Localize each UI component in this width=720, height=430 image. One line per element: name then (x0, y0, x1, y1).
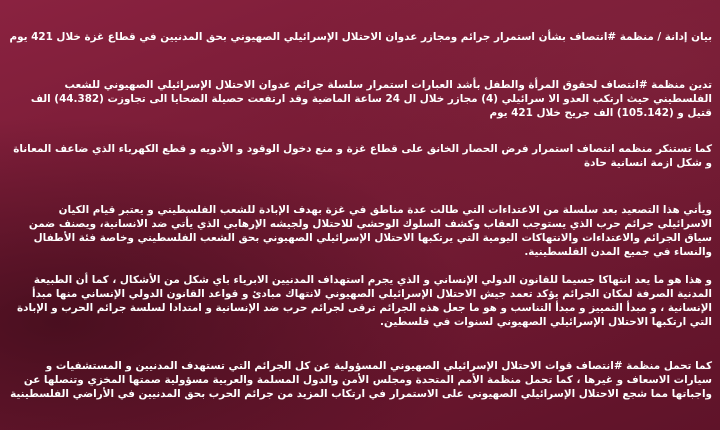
paragraph-international-law: و هذا هو ما يعد انتهاكا جسيما للقانون الدولي الإنساني و الذي يجرم استهداف المدنيين الابرياء باي شكل من الأشكال ، كما أن الطبيعة المدنية الصرفة لمكان الجرائم يؤكد تعمد جيش الاحتلال الإسرائيلي الصهيوني لانتهاك مبادئ و قواعد القانون الدولي الإنساني منها مبدأ الإنسانية ، و مبدأ التمييز و مبدأ التناسب و هو ما جعل هذه الجرائم ترقى لجرائم حرب ضد الإنسانية و امتدادا لسلسة جرائم الحرب و الإبادة التي ارتكبها الاحتلال الإسرائيلي الصهيوني لسنوات في فلسطين. (17, 274, 712, 328)
paragraph-siege: كما تستنكر منظمه انتصاف استمرار فرض الحصار الخانق على قطاع غزة و منع دخول الوقود و الأدويه و قطع الكهرباء الذي ضاعف المعاناة و شكل ازمة انسانية حادة (13, 143, 712, 169)
paragraph-escalation: ويأتي هذا التصعيد بعد سلسلة من الاعتداءات التي طالت عدة مناطق في غزة بهدف الإبادة للشعب الفلسطيني و يعتبر قيام الكيان الاسرائيلي جرائم حرب الذي يستوجب العقاب وكشف السلوك الوحشي للاحتلال ولجيشه الإرهابي الذي يأتي ضد الانسانية، ويصنف ضمن سياق الجرائم والاعتداءات والانتهاكات اليومية التي يرتكبها الاحتلال الإسرائيلي الصهيوني بحق الشعب الفلسطيني وخاصة فئة الأطفال والنساء في جميع المدن الفلسطينية. (28, 204, 712, 258)
statement-title: بيان إدانة / منظمة #انتصاف بشأن استمرار جرائم ومجازر عدوان الاحتلال الإسرائيلي الصهيوني بحق المدنيين في قطاع غزة خلال 421 يوم (9, 31, 712, 43)
paragraph-condemnation: تدين منظمة #انتصاف لحقوق المرأة والطفل بأشد العبارات استمرار سلسلة جرائم عدوان الاحتلال الإسرائيلي الصهيوني للشعب الفلسطيني حيث ارتكب العدو الا سرائيلي (4) مجازر خلال ال 24 ساعة الماضية وقد ارتفعت حصيلة الضحايا الى تجاوزت (44.382) الف قتيل و (105.142) الف جريح خلال 421 يوم (30, 79, 712, 119)
paragraph-responsibility: كما تحمل منظمة #انتصاف قوات الاحتلال الإسرائيلي الصهيوني المسؤولية عن كل الجرائم التي تستهدف المدنيين و المستشفيات و سيارات الاسعاف و غيرها ، كما تحمل منظمة الأمم المتحدة ومجلس الأمن والدول المسلمة والعربية مسؤولية صمتها المخزي وتنصلها عن واجباتها مما شجع الاحتلال الإسرائيلي الصهيوني على الاستمرار في ارتكاب المزيد من جرائم الحرب بحق المدنيين في الأراضي الفلسطينية (10, 360, 712, 400)
